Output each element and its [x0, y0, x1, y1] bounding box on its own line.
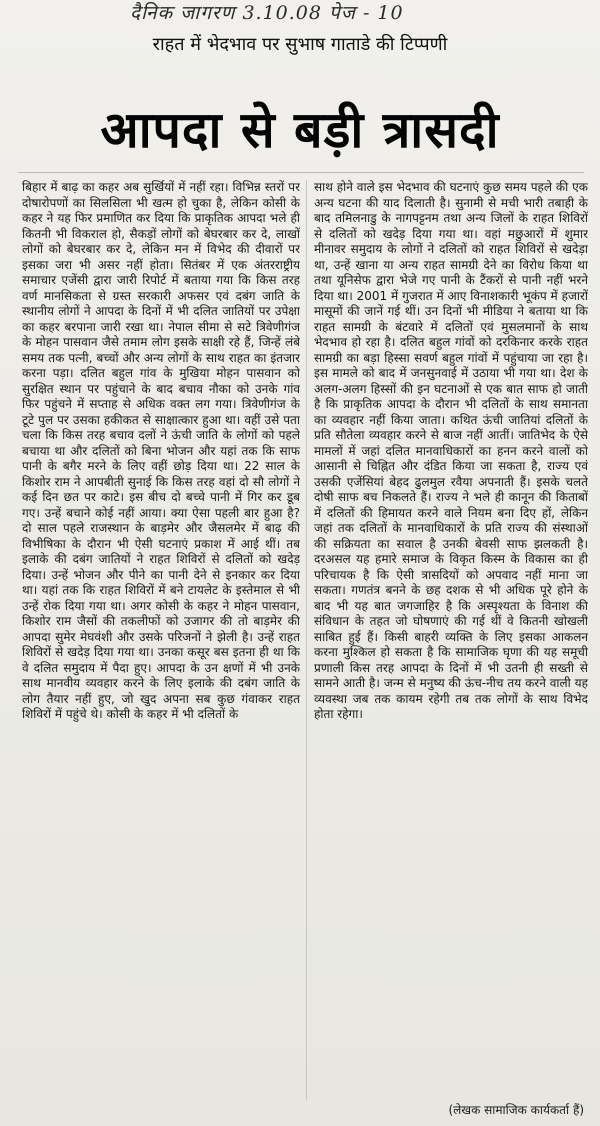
article-headline: आपदा से बड़ी त्रासदी: [100, 101, 500, 159]
article-column-left: बिहार में बाढ़ का कहर अब सुर्खियों में नहीं रहा। विभिन्न स्तरों पर दोषारोपणों का सिलसिला भी खत्म हो चुका है, लेकिन कोसी के कहर ने यह फिर प्रमाणित कर दिया कि प्राकृतिक आपदा भले ही कितनी भी विकराल हो, सैकड़ों लोगों को बेघरबार कर दे, लाखों लोगों को बेघरबार कर दे, लेकिन मन में विभेद की दीवारों पर इसका जरा भी असर नहीं होता। सितंबर में एक अंतरराष्ट्रीय समाचार एजेंसी द्वारा जारी रिपोर्ट में बताया गया कि किस तरह वर्ण मानसिकता से ग्रस्त सरकारी अफसर एवं दबंग जाति के स्थानीय लोगों ने आपदा के दिनों में भी दलित जातियों पर उपेक्षा का कहर बरपाना जारी रखा था। नेपाल सीमा से सटे त्रिवेणीगंज के मोहन पासवान जैसे तमाम लोग इसके साक्षी रहे हैं, जिन्हें लंबे समय तक पत्नी, बच्चों और अन्य लोगों के साथ राहत का इंतजार करना पड़ा। दलित बहुल गांव के मुखिया मोहन पासवान को सुरक्षित स्थान पर पहुंचाने के बाद बचाव नौका को उनके गांव फिर पहुंचने में सप्ताह से अधिक वक्त लग गया। त्रिवेणीगंज के टूटे पुल पर उसका हकीकत से साक्षात्कार हुआ था। वहीं उसे पता चला कि किस तरह बचाव दलों ने ऊंची जाति के लोगों को पहले बचाया था और दलितों को बिना भोजन और यहां तक कि साफ पानी के बगैर मरने के लिए वहीं छोड़ दिया था। 22 साल के किशोर राम ने आपबीती सुनाई कि किस तरह वहां दो सौ लोगों ने कई दिन छत पर काटे। इस बीच दो बच्चे पानी में गिर कर डूब गए। उन्हें बचाने कोई नहीं आया। क्या ऐसा पहली बार हुआ है? दो साल पहले राजस्थान के बाड़मेर और जैसलमेर में बाढ़ की विभीषिका के दौरान भी ऐसी घटनाएं प्रकाश में आई थीं। तब इलाके की दबंग जातियों ने राहत शिविरों से दलितों को खदेड़ दिया। उन्हें भोजन और पीने का पानी देने से इनकार कर दिया था। यहां तक कि राहत शिविरों में बने टायलेट के इस्तेमाल से भी उन्हें रोक दिया गया था। अगर कोसी के कहर ने मोहन पासवान, किशोर राम जैसों की तकलीफों को उजागर की तो बाड़मेर की आपदा सुमेर मेघवंशी और उसके परिजनों ने झेली है। उन्हें राहत शिविरों से खदेड़ दिया गया था। उनका कसूर बस इतना ही था कि वे दलित समुदाय में पैदा हुए। आपदा के उन क्षणों में भी उनके साथ मानवीय व्यवहार करने के लिए इलाके की दबंग जाति के लोग तैयार नहीं हुए, जो खुद अपना सब कुछ गंवाकर राहत शिविरों में पहुंचे थे। कोसी के कहर में भी दलितों के: [22, 180, 300, 721]
article-column-right: साथ होने वाले इस भेदभाव की घटनाएं कुछ समय पहले की एक अन्य घटना की याद दिलाती है। सुनामी से मची भारी तबाही के बाद तमिलनाडु के नागपट्टनम तथा अन्य जिलों के राहत शिविरों से दलितों को खदेड़ दिया गया था। वहां मछुआरों में शुमार मीनावर समुदाय के लोगों ने दलितों को राहत शिविरों से खदेड़ा था, उन्हें खाना या अन्य राहत सामग्री देने का विरोध किया था तथा यूनिसेफ द्वारा भेजे गए पानी के टैंकरों से पानी नहीं भरने दिया था। 2001 में गुजरात में आए विनाशकारी भूकंप में हजारों मासूमों की जानें गई थीं। उन दिनों भी मीडिया ने बताया था कि राहत सामग्री के बंटवारे में दलितों एवं मुसलमानों के साथ भेदभाव हो रहा है। दलित बहुल गांवों को दरकिनार करके राहत सामग्री का बड़ा हिस्सा सवर्ण बहुल गांवों में पहुंचाया जा रहा है। इस मामले को बाद में जनसुनवाई में उठाया भी गया था। देश के अलग-अलग हिस्सों की इन घटनाओं से एक बात साफ हो जाती है कि प्राकृतिक आपदा के दौरान भी दलितों के साथ समानता का व्यवहार नहीं किया जाता। कथित ऊंची जातियां दलितों के प्रति सौतेला व्यवहार करने से बाज नहीं आतीं। जातिभेद के ऐसे मामलों में जहां दलित मानवाधिकारों का हनन करने वालों को आसानी से चिह्नित और दंडित किया जा सकता है, राज्य एवं उसकी एजेंसियां बेहद ढुलमुल रवैया अपनाती हैं। इसके चलते दोषी साफ बच निकलते हैं। राज्य ने भले ही कानून की किताबों में दलितों की हिमायत करने वाले नियम बना दिए हों, लेकिन जहां तक दलितों के मानवाधिकारों के प्रति राज्य की संस्थाओं की सक्रियता का सवाल है उनकी बेवसी साफ झलकती है। दरअसल यह हमारे समाज के विकृत किस्म के विकास का ही परिचायक है कि ऐसी त्रासदियों को अपवाद नहीं माना जा सकता। गणतंत्र बनने के छह दशक से भी अधिक पूरे होने के बाद भी यह बात जगजाहिर है कि अस्पृश्यता के विनाश की संविधान के तहत जो घोषणाएं की गई थीं वे कितनी खोखली साबित हुई हैं। किसी बाहरी व्यक्ति के लिए इसका आकलन करना मुश्किल हो सकता है कि सामाजिक घृणा की यह समूची प्रणाली किस तरह आपदा के दिनों में भी उतनी ही सख्ती से सामने आती है। जन्म से मनुष्य की ऊंच-नीच तय करने वाली यह व्यवस्था जब तक कायम रहेगी तब तक लोगों के साथ विभेद होता रहेगा।: [314, 180, 588, 721]
article-kicker: राहत में भेदभाव पर सुभाष गाताडे की टिप्पणी: [152, 34, 448, 55]
author-byline: (लेखक सामाजिक कार्यकर्ता हैं): [448, 1103, 584, 1117]
column-divider: [306, 180, 307, 1100]
handwritten-date-note: दैनिक जागरण 3.10.08 पेज - 10: [130, 2, 404, 24]
headline-divider: [18, 172, 584, 173]
